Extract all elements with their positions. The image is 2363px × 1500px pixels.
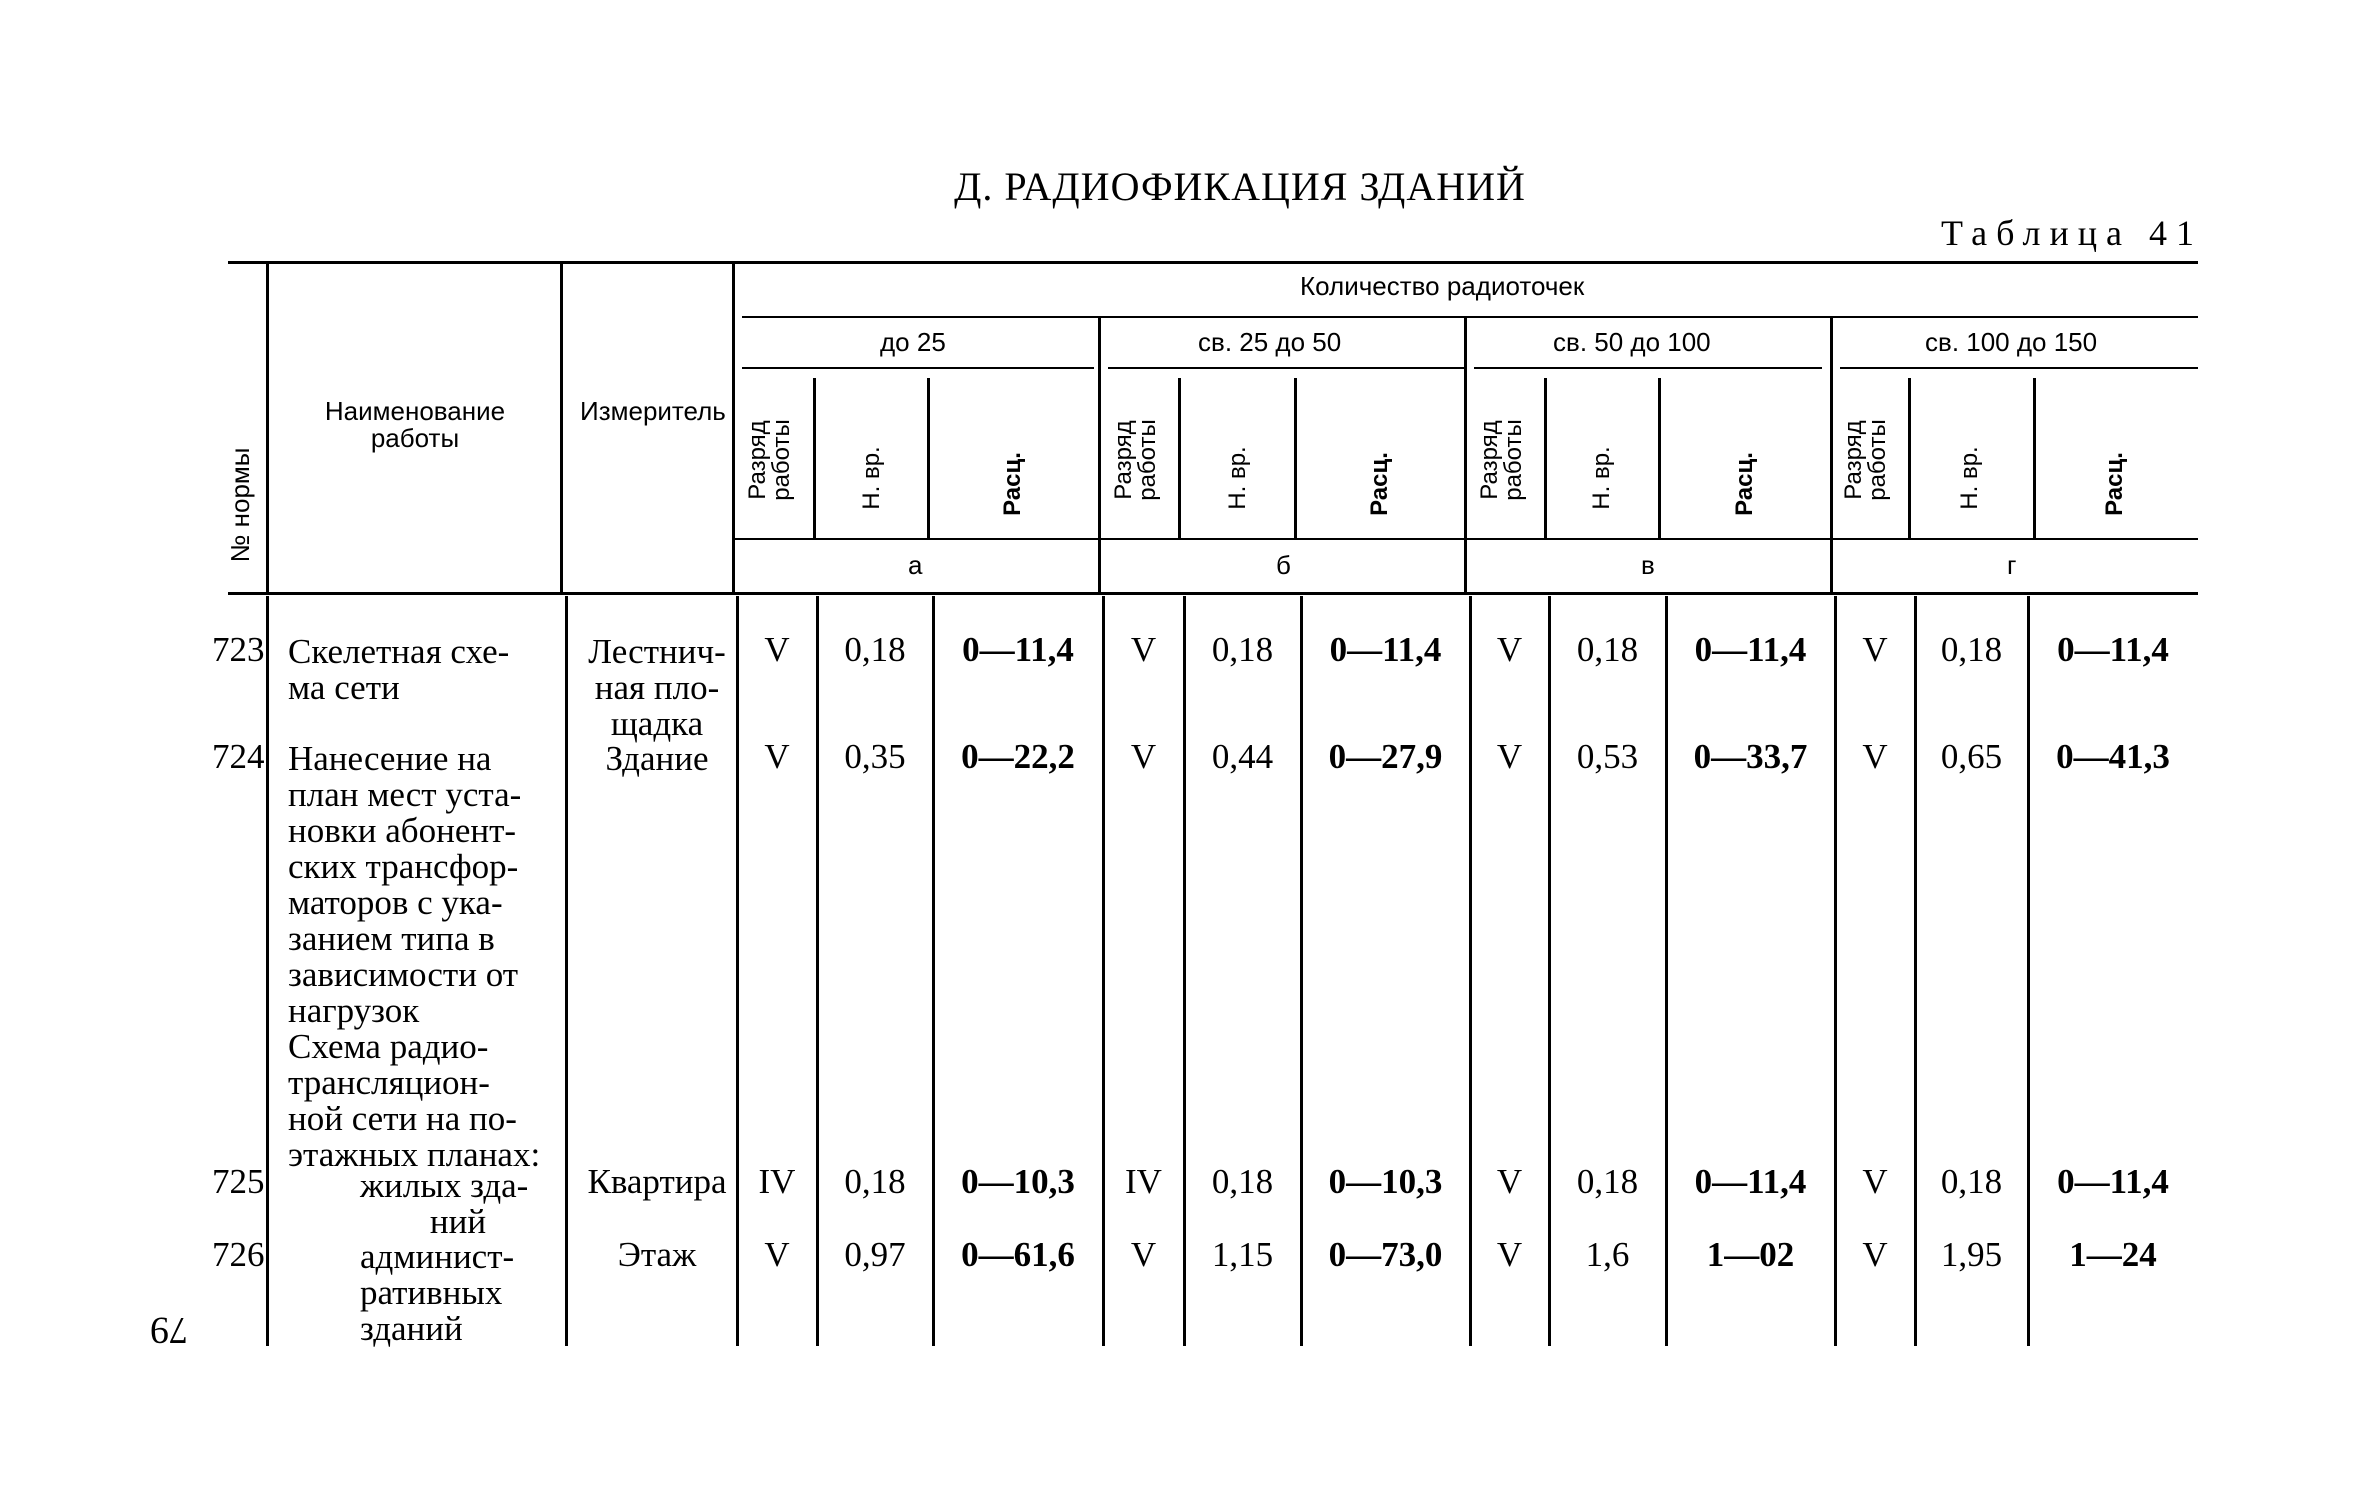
header-bottom-rule	[228, 592, 2198, 595]
row-726-time-d: 1,95	[1940, 1235, 2003, 1274]
table-label: Таблица 41	[1941, 213, 2203, 253]
sub-time-c: Н. вр.	[1588, 446, 1615, 510]
header-work-name-text: Наименование работы	[324, 396, 506, 453]
body-line-4	[816, 596, 819, 1346]
row-724-rate-a: 0—22,2	[961, 737, 1075, 776]
body-line-7	[1183, 596, 1186, 1346]
group-line-c-top	[1464, 318, 1467, 368]
row-723-unit-l3: щадка	[610, 704, 704, 743]
group-letter-b: б	[1276, 550, 1291, 580]
row-723-time-d: 0,18	[1940, 630, 2003, 669]
sub-time-a: Н. вр.	[858, 446, 885, 510]
row-726-name-l3: зданий	[360, 1309, 463, 1348]
sub-grade-b-text: Разряд работы	[1110, 419, 1161, 501]
row-723-grade-c: V	[1496, 630, 1523, 669]
body-line-10	[1548, 596, 1551, 1346]
header-quantity: Количество радиоточек	[1300, 271, 1585, 301]
row-726-time-b: 1,15	[1211, 1235, 1274, 1274]
sub-rate-c: Расц.	[1731, 452, 1758, 516]
group-range-a: до 25	[880, 327, 946, 357]
row-723-unit-l1: Лестнич-	[588, 632, 726, 671]
row-724-unit-l1: Здание	[605, 739, 709, 778]
table-top-rule	[228, 261, 2198, 264]
row-724-grade-d: V	[1862, 737, 1888, 776]
row-725-grade-b: IV	[1125, 1162, 1162, 1201]
row-726-rate-d: 1—24	[2069, 1235, 2157, 1274]
section-title: Д. РАДИОФИКАЦИЯ ЗДАНИЙ	[954, 164, 1526, 209]
row-724-unit	[584, 741, 730, 777]
row-723-time-a: 0,18	[844, 630, 906, 669]
row-725-rate-b: 0—10,3	[1328, 1162, 1443, 1201]
row-724-grade-b: V	[1130, 737, 1157, 776]
row-725-name-l1: жилых зда-	[360, 1166, 529, 1205]
row-723-grade-a: V	[764, 630, 790, 669]
sub-grade-a-text: Разряд работы	[744, 419, 795, 501]
sub-grade-a	[746, 405, 794, 515]
row-724-name-l4: ских трансфор-	[288, 847, 519, 886]
row-scheme-heading	[288, 1029, 556, 1173]
row-724-grade-a: V	[764, 737, 790, 776]
row-724-name-l7: зависимости от	[288, 955, 519, 994]
body-line-8	[1300, 596, 1303, 1346]
sub-line-b1	[1178, 378, 1181, 538]
sub-grade-c-text: Разряд работы	[1476, 419, 1527, 501]
group-letter-d: г	[2007, 550, 2017, 580]
sub-line-b0	[1098, 368, 1101, 592]
row-723-no: 723	[212, 630, 265, 669]
row-724-name	[288, 741, 556, 1029]
row-725-unit	[584, 1164, 730, 1200]
row-723-name	[288, 634, 556, 706]
subheader-rule-d	[1840, 367, 2198, 369]
body-line-11	[1665, 596, 1668, 1346]
row-723-unit-l2: ная пло-	[594, 668, 720, 707]
body-line-9	[1469, 596, 1472, 1346]
sub-line-c0	[1464, 368, 1467, 592]
row-726-grade-d: V	[1862, 1235, 1888, 1274]
col-line-3	[732, 264, 735, 592]
subheader-rule-c	[1474, 367, 1822, 369]
sub-grade-d-text: Разряд работы	[1840, 419, 1891, 501]
body-line-5	[932, 596, 935, 1346]
sub-line-c1	[1544, 378, 1547, 538]
header-unit-text: Измеритель	[580, 396, 726, 426]
row-724-name-l5: маторов с ука-	[288, 883, 503, 922]
row-724-time-d: 0,65	[1940, 737, 2003, 776]
body-line-2	[565, 596, 568, 1346]
row-724-time-b: 0,44	[1211, 737, 1274, 776]
row-726-time-c: 1,6	[1585, 1235, 1630, 1274]
row-726-unit	[584, 1237, 730, 1273]
header-norm-no: № нормы	[225, 447, 255, 563]
row-724-name-l3: новки абонент-	[288, 811, 517, 850]
group-letter-c: в	[1641, 550, 1655, 580]
row-724-name-l2: план мест уста-	[288, 775, 522, 814]
row-725-name-l2: ний	[429, 1202, 487, 1241]
row-724-time-a: 0,35	[844, 737, 906, 776]
group-line-b-top	[1098, 318, 1101, 368]
sub-line-d1	[1908, 378, 1911, 538]
row-scheme-l2: трансляцион-	[288, 1063, 490, 1102]
row-725-no: 725	[212, 1162, 265, 1201]
row-726-no: 726	[212, 1235, 265, 1274]
sub-rate-a: Расц.	[999, 452, 1026, 516]
row-724-rate-b: 0—27,9	[1328, 737, 1443, 776]
row-725-rate-c: 0—11,4	[1694, 1162, 1807, 1201]
row-724-grade-c: V	[1496, 737, 1523, 776]
row-723-rate-b: 0—11,4	[1329, 630, 1442, 669]
row-726-name-l1: админист-	[360, 1237, 515, 1276]
subheader-rule-a	[742, 367, 1094, 369]
row-723-rate-d: 0—11,4	[2057, 630, 2169, 669]
row-723-name-line-2: ма сети	[288, 668, 400, 707]
row-scheme-l4: этажных планах:	[288, 1135, 541, 1174]
row-726-grade-b: V	[1130, 1235, 1157, 1274]
sub-rate-d: Расц.	[2101, 452, 2128, 516]
row-726-name-l2: ративных	[360, 1273, 503, 1312]
row-725-grade-d: V	[1862, 1162, 1888, 1201]
row-725-rate-d: 0—11,4	[2057, 1162, 2169, 1201]
sub-line-c2	[1658, 378, 1661, 538]
row-725-rate-a: 0—10,3	[961, 1162, 1075, 1201]
sub-time-d: Н. вр.	[1956, 446, 1983, 510]
row-723-rate-a: 0—11,4	[962, 630, 1074, 669]
sub-grade-c	[1478, 405, 1526, 515]
row-scheme-l3: ной сети на по-	[288, 1099, 517, 1138]
row-726-grade-c: V	[1496, 1235, 1523, 1274]
row-724-name-l1: Нанесение на	[288, 739, 492, 778]
body-line-1	[266, 596, 269, 1346]
row-723-name-line-1	[288, 634, 556, 670]
row-724-rate-d: 0—41,3	[2056, 737, 2170, 776]
body-line-14	[2027, 596, 2030, 1346]
row-724-time-c: 0,53	[1576, 737, 1639, 776]
row-726-rate-c: 1—02	[1706, 1235, 1795, 1274]
row-725-grade-a: IV	[758, 1162, 796, 1201]
row-723-unit	[584, 634, 730, 742]
row-726-grade-a: V	[764, 1235, 790, 1274]
sub-grade-b	[1112, 405, 1160, 515]
group-line-d-top	[1830, 318, 1833, 368]
row-723-name-l1: Скелетная схе-	[288, 632, 510, 671]
row-724-name-l6: занием типа в	[288, 919, 495, 958]
row-724-no: 724	[212, 737, 265, 776]
sub-line-a1	[813, 378, 816, 538]
row-723-grade-b: V	[1130, 630, 1157, 669]
row-scheme-l1: Схема радио-	[288, 1027, 489, 1066]
row-725-grade-c: V	[1496, 1162, 1523, 1201]
row-723-time-b: 0,18	[1211, 630, 1274, 669]
sub-grade-d	[1842, 405, 1890, 515]
page-number: 79	[150, 1309, 188, 1351]
sub-rate-b: Расц.	[1366, 452, 1393, 516]
sub-line-d0	[1830, 368, 1833, 592]
sub-line-d2	[2033, 378, 2036, 538]
subheader-rule-b	[1108, 367, 1464, 369]
sub-time-b: Н. вр.	[1224, 446, 1251, 510]
row-723-rate-c: 0—11,4	[1694, 630, 1807, 669]
header-work-name	[300, 398, 530, 452]
row-724-name-l8: нагрузок	[288, 991, 420, 1030]
row-723-time-c: 0,18	[1576, 630, 1639, 669]
group-letter-a: а	[908, 550, 923, 580]
row-725-name	[360, 1168, 556, 1240]
group-rule	[742, 316, 2198, 318]
body-line-12	[1834, 596, 1837, 1346]
group-range-c: св. 50 до 100	[1553, 327, 1711, 357]
row-725-time-b: 0,18	[1211, 1162, 1274, 1201]
row-726-name	[360, 1239, 556, 1347]
row-725-time-a: 0,18	[844, 1162, 906, 1201]
row-725-time-c: 0,18	[1576, 1162, 1639, 1201]
body-line-3	[736, 596, 739, 1346]
row-723-grade-d: V	[1862, 630, 1888, 669]
row-726-rate-b: 0—73,0	[1328, 1235, 1443, 1274]
sub-line-b2	[1294, 378, 1297, 538]
row-726-time-a: 0,97	[844, 1235, 906, 1274]
body-line-13	[1914, 596, 1917, 1346]
col-line-2	[560, 264, 563, 592]
header-unit	[580, 396, 726, 426]
body-line-6	[1102, 596, 1105, 1346]
row-725-time-d: 0,18	[1940, 1162, 2003, 1201]
row-724-rate-c: 0—33,7	[1693, 737, 1808, 776]
group-range-b: св. 25 до 50	[1198, 327, 1342, 357]
row-725-unit-l1: Квартира	[587, 1162, 727, 1201]
col-line-1	[266, 264, 269, 592]
row-726-unit-l1: Этаж	[617, 1235, 697, 1274]
group-range-d: св. 100 до 150	[1925, 327, 2098, 357]
row-726-rate-a: 0—61,6	[961, 1235, 1075, 1274]
sub-line-a2	[927, 378, 930, 538]
